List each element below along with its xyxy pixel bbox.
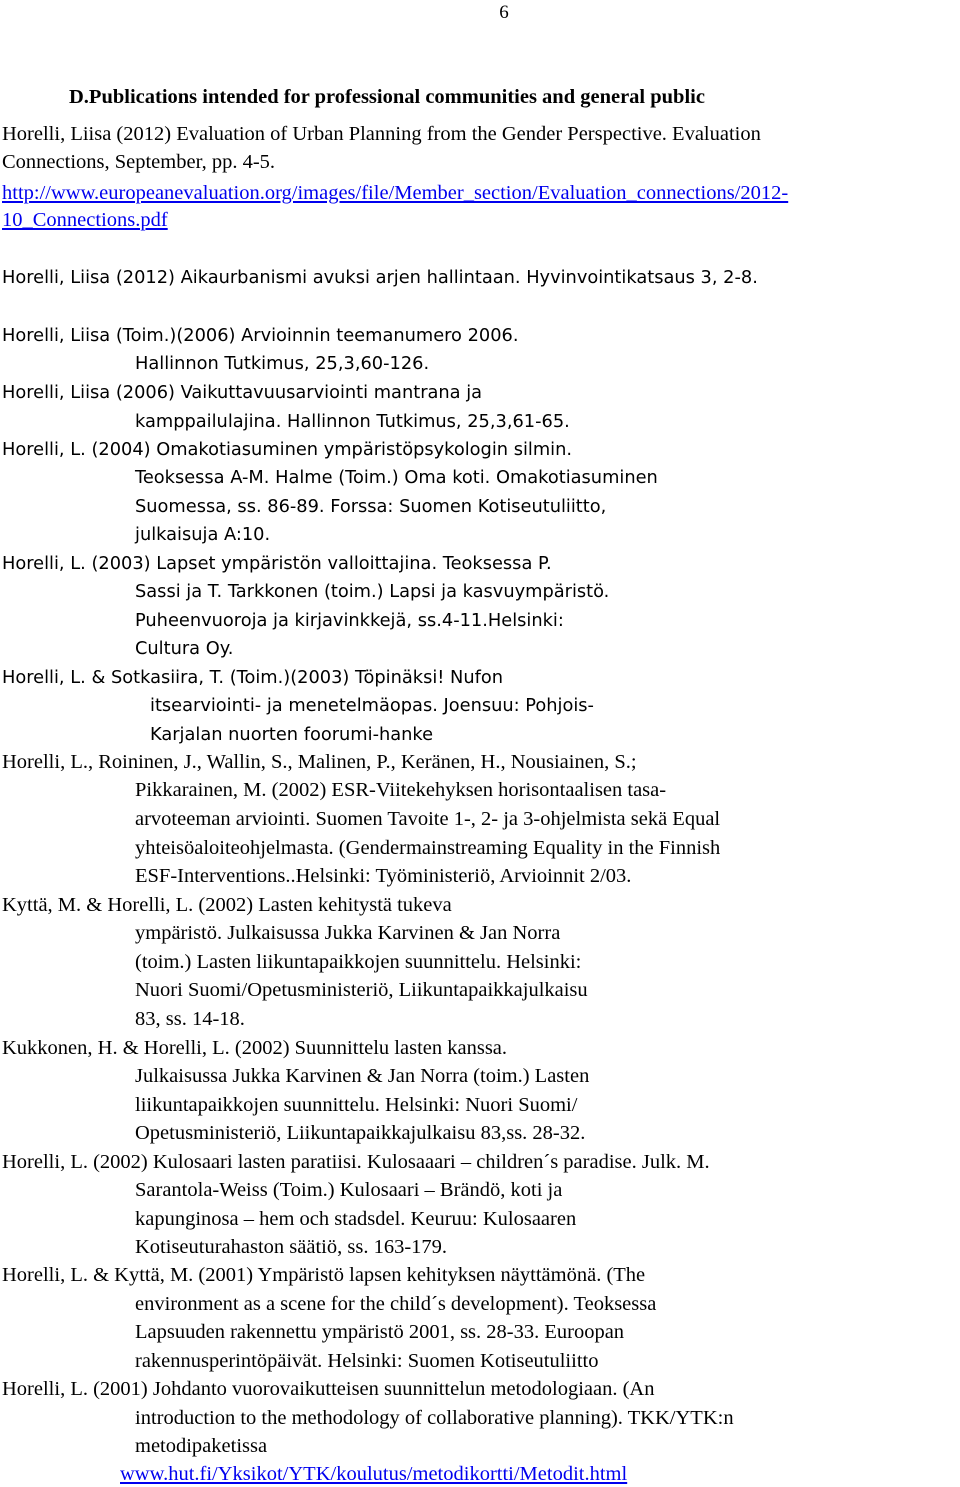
section-heading: D.Publications intended for professional communities and general public [69, 86, 705, 108]
reference-link[interactable]: 10_Connections.pdf [2, 209, 168, 231]
reference-line: rakennusperintöpäivät. Helsinki: Suomen Kotiseutuliitto [135, 1350, 599, 1372]
reference-line: Sarantola-Weiss (Toim.) Kulosaari – Brändö, koti ja [135, 1179, 563, 1201]
reference-line: Horelli, L. & Kyttä, M. (2001) Ympäristö lapsen kehityksen näyttämönä. (The [2, 1264, 646, 1286]
reference-line: Hallinnon Tutkimus, 25,3,60-126. [135, 353, 430, 374]
reference-line: Julkaisussa Jukka Karvinen & Jan Norra (toim.) Lasten [135, 1065, 590, 1087]
reference-line: Horelli, Liisa (2006) Vaikuttavuusarviointi mantrana ja [2, 382, 483, 403]
reference-line: kamppailulajina. Hallinnon Tutkimus, 25,3,61-65. [135, 411, 570, 432]
reference-line: Cultura Oy. [135, 638, 234, 659]
reference-line: Pikkarainen, M. (2002) ESR-Viitekehyksen horisontaalisen tasa- [135, 779, 667, 801]
page-number: 6 [499, 2, 509, 23]
reference-line: environment as a scene for the child´s development). Teoksessa [135, 1293, 657, 1315]
reference-line: Horelli, L. (2003) Lapset ympäristön valloittajina. Teoksessa P. [2, 553, 552, 574]
reference-line: Horelli, L., Roininen, J., Wallin, S., Malinen, P., Keränen, H., Nousiainen, S.; [2, 751, 637, 773]
reference-line: itsearviointi- ja menetelmäopas. Joensuu: Pohjois- [150, 695, 594, 716]
reference-line: yhteisöaloiteohjelmasta. (Gendermainstreaming Equality in the Finnish [135, 837, 721, 859]
reference-line: Horelli, L. & Sotkasiira, T. (Toim.)(2003) Töpinäksi! Nufon [2, 667, 504, 688]
reference-line: Sassi ja T. Tarkkonen (toim.) Lapsi ja kasvuympäristö. [135, 581, 610, 602]
reference-line: Kukkonen, H. & Horelli, L. (2002) Suunnittelu lasten kanssa. [2, 1037, 508, 1059]
reference-line: Lapsuuden rakennettu ympäristö 2001, ss. 28-33. Euroopan [135, 1321, 625, 1343]
reference-line: Connections, September, pp. 4-5. [2, 151, 276, 173]
reference-link[interactable]: www.hut.fi/Yksikot/YTK/koulutus/metodikortti/Metodit.html [120, 1463, 628, 1485]
reference-line: ympäristö. Julkaisussa Jukka Karvinen & Jan Norra [135, 922, 561, 944]
reference-line: kapunginosa – hem och stadsdel. Keuruu: Kulosaaren [135, 1208, 577, 1230]
reference-line: Horelli, Liisa (2012) Evaluation of Urban Planning from the Gender Perspective. Evaluation [2, 123, 761, 145]
reference-line: Kyttä, M. & Horelli, L. (2002) Lasten kehitystä tukeva [2, 894, 452, 916]
reference-line: Kotiseuturahaston säätiö, ss. 163-179. [135, 1236, 448, 1258]
reference-line: Opetusministeriö, Liikuntapaikkajulkaisu 83,ss. 28-32. [135, 1122, 586, 1144]
reference-line: 83, ss. 14-18. [135, 1008, 245, 1030]
reference-line: Horelli, L. (2004) Omakotiasuminen ympäristöpsykologin silmin. [2, 439, 573, 460]
reference-line: Horelli, Liisa (2012) Aikaurbanismi avuksi arjen hallintaan. Hyvinvointikatsaus 3, 2-8. [2, 267, 758, 288]
reference-line: (toim.) Lasten liikuntapaikkojen suunnittelu. Helsinki: [135, 951, 582, 973]
reference-link[interactable]: http://www.europeanevaluation.org/images/file/Member_section/Evaluation_connections/2012- [2, 182, 789, 204]
reference-line: Horelli, L. (2002) Kulosaari lasten paratiisi. Kulosaaari – children´s paradise. Julk. M. [2, 1151, 710, 1173]
reference-line: julkaisuja A:10. [135, 524, 271, 545]
reference-line: Teoksessa A-M. Halme (Toim.) Oma koti. Omakotiasuminen [135, 467, 658, 488]
reference-line: introduction to the methodology of collaborative planning). TKK/YTK:n [135, 1407, 734, 1429]
reference-line: Suomessa, ss. 86-89. Forssa: Suomen Kotiseutuliitto, [135, 496, 607, 517]
reference-line: arvoteeman arviointi. Suomen Tavoite 1-, 2- ja 3-ohjelmista sekä Equal [135, 808, 721, 830]
reference-line: Horelli, Liisa (Toim.)(2006) Arvioinnin teemanumero 2006. [2, 325, 519, 346]
reference-line: Horelli, L. (2001) Johdanto vuorovaikutteisen suunnittelun metodologiaan. (An [2, 1378, 655, 1400]
reference-line: Nuori Suomi/Opetusministeriö, Liikuntapaikkajulkaisu [135, 979, 588, 1001]
reference-line: Karjalan nuorten foorumi-hanke [150, 724, 434, 745]
reference-line: ESF-Interventions..Helsinki: Työministeriö, Arvioinnit 2/03. [135, 865, 632, 887]
reference-line: metodipaketissa [135, 1435, 268, 1457]
reference-line: liikuntapaikkojen suunnittelu. Helsinki: Nuori Suomi/ [135, 1094, 578, 1116]
reference-line: Puheenvuoroja ja kirjavinkkejä, ss.4-11.Helsinki: [135, 610, 564, 631]
